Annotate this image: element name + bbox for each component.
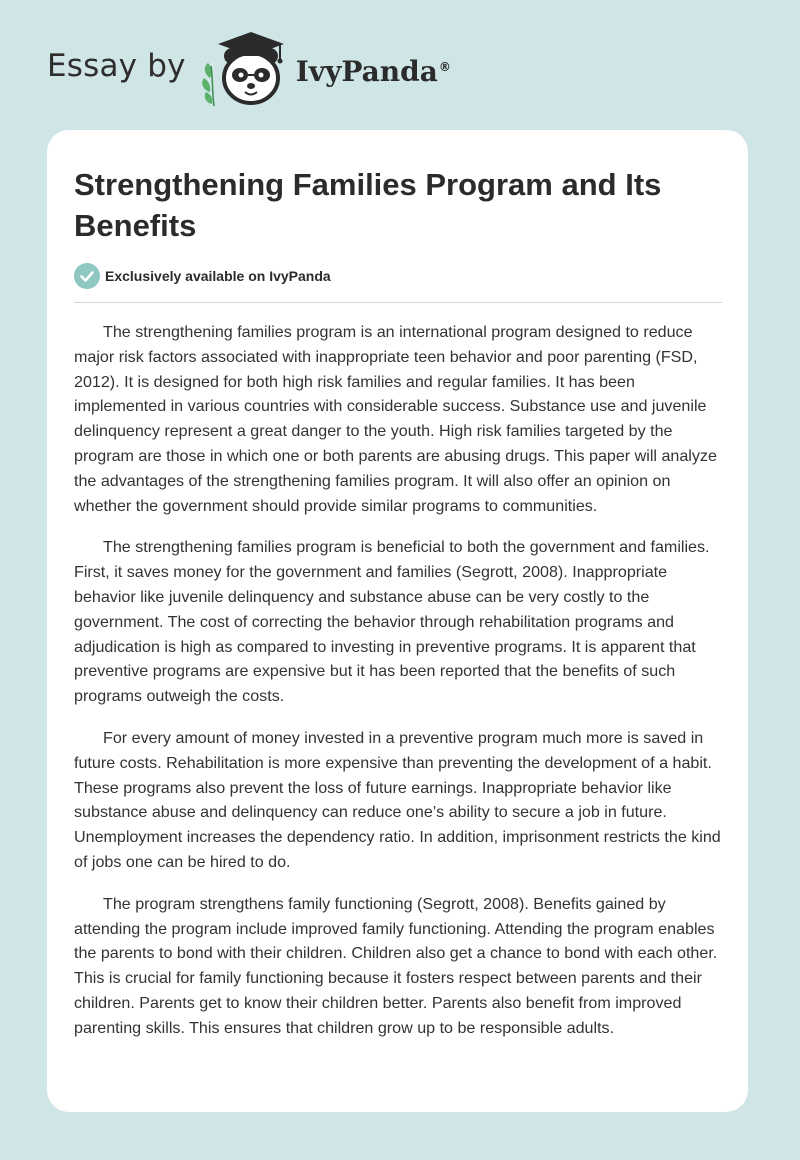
essay-by-label: Essay by bbox=[47, 47, 186, 84]
site-header bbox=[47, 30, 451, 110]
essay-body bbox=[74, 320, 724, 1058]
registered-mark: ® bbox=[438, 59, 451, 74]
check-circle-icon bbox=[74, 263, 100, 289]
page-title: Strengthening Families Program and Its Benefits bbox=[74, 167, 662, 243]
divider bbox=[74, 302, 722, 303]
exclusive-label: Exclusively available on IvyPanda bbox=[105, 268, 331, 284]
paragraph: The program strengthens family functioning (Segrott, 2008). Benefits gained by attending the program include improved family functioning. Attending the program enables the parents to bond with their children. Children also get a chance to bond with each other. This is crucial for family functioning because it fosters respect between parents and their children. Parents get to know their children better. Parents also benefit from improved parenting skills. This ensures that children grow up to be responsible adults. bbox=[74, 894, 718, 1037]
brand-name[interactable]: IvyPanda® bbox=[295, 55, 451, 88]
essay-card bbox=[47, 130, 748, 1112]
paragraph: The strengthening families program is an international program designed to reduce major risk factors associated with inappropriate teen behavior and poor parenting (FSD, 2012). It is designed for both high risk families and regular families. It has been implemented in various countries with considerable success. Substance use and juvenile delinquency represent a great danger to the youth. High risk families targeted by the program are those in which one or both parents are abusing drugs. This paper will analyze the advantages of the strengthening families program. It will also offer an opinion on whether the government should provide similar programs to communities. bbox=[74, 323, 717, 515]
panda-graduate-icon bbox=[200, 30, 292, 110]
exclusive-badge bbox=[74, 263, 331, 289]
paragraph: For every amount of money invested in a preventive program much more is saved in future costs. Rehabilitation is more expensive than preventing the development of a habit. These programs also prevent the loss of future earnings. Inappropriate behavior like substance abuse and delinquency can reduce one’s ability to secure a job in future. Unemployment increases the dependency ratio. In addition, imprisonment restricts the kind of jobs one can be hired to do. bbox=[74, 728, 721, 871]
paragraph: The strengthening families program is beneficial to both the government and families. First, it saves money for the government and families (Segrott, 2008). Inappropriate behavior like juvenile delinquency and substance abuse can be very costly to the government. The cost of correcting the behavior through rehabilitation programs and adjudication is high as compared to investing in preventive programs. It is apparent that preventive programs are expensive but it has been reported that the benefits of such programs outweigh the costs. bbox=[74, 538, 710, 706]
